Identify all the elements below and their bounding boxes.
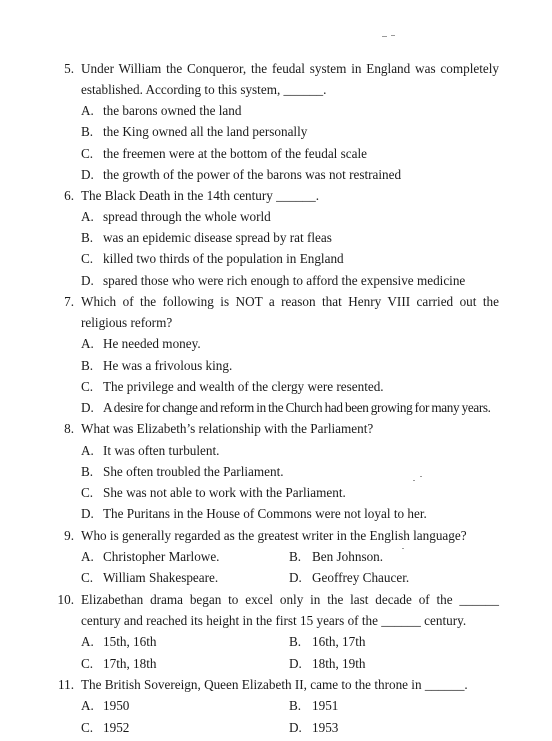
option-text: Geoffrey Chaucer. — [312, 570, 410, 585]
option-letter: C. — [81, 656, 94, 671]
option-text: 1950 — [103, 698, 130, 713]
option-letter: A. — [81, 549, 94, 564]
question-stem: Elizabethan drama began to excel only in the last decade of the ______ — [81, 592, 499, 607]
option-letter: C. — [81, 251, 94, 266]
option-letter: C. — [81, 570, 94, 585]
option-letter: C. — [81, 720, 94, 735]
option-letter: C. — [81, 379, 94, 394]
question-number: 9. — [64, 528, 74, 543]
option-letter: D. — [81, 506, 94, 521]
option-text: It was often turbulent. — [103, 443, 220, 458]
question-stem: The British Sovereign, Queen Elizabeth II, came to the throne in ______. — [81, 677, 468, 692]
option-letter: A. — [81, 634, 94, 649]
option-text: killed two thirds of the population in England — [103, 251, 344, 266]
option-letter: B. — [81, 464, 94, 479]
question-number: 10. — [57, 592, 74, 607]
option-letter: D. — [289, 656, 302, 671]
option-text: 1952 — [103, 720, 130, 735]
option-letter: D. — [81, 400, 94, 415]
option-text: 17th, 18th — [103, 656, 157, 671]
option-letter: A. — [81, 103, 94, 118]
question-number: 7. — [64, 294, 74, 309]
option-text: He was a frivolous king. — [103, 358, 233, 373]
question-stem: Who is generally regarded as the greatest writer in the English language? — [81, 528, 467, 543]
option-text: The Puritans in the House of Commons were not loyal to her. — [103, 506, 427, 521]
option-letter: A. — [81, 443, 94, 458]
option-letter: D. — [81, 273, 94, 288]
scan-speck — [391, 35, 395, 36]
option-text: spared those who were rich enough to afford the expensive medicine — [103, 273, 466, 288]
question-number: 5. — [64, 61, 74, 76]
option-text: Christopher Marlowe. — [103, 549, 220, 564]
option-text: 1953 — [312, 720, 339, 735]
option-text: She was not able to work with the Parliament. — [103, 485, 346, 500]
question-stem: Which of the following is NOT a reason that Henry VIII carried out the — [81, 294, 499, 309]
option-letter: D. — [81, 167, 94, 182]
option-letter: C. — [81, 485, 94, 500]
option-text: He needed money. — [103, 336, 201, 351]
option-text: the barons owned the land — [103, 103, 242, 118]
option-text: the growth of the power of the barons was not restrained — [103, 167, 402, 182]
option-letter: B. — [289, 549, 302, 564]
option-text: A desire for change and reform in the Church had been growing for many years. — [103, 400, 491, 415]
option-text: the King owned all the land personally — [103, 124, 308, 139]
option-letter: D. — [289, 570, 302, 585]
question-stem: Under William the Conqueror, the feudal system in England was completely — [81, 61, 499, 76]
question-stem: established. According to this system, ______. — [81, 82, 327, 97]
option-text: the freemen were at the bottom of the feudal scale — [103, 146, 367, 161]
option-letter: B. — [289, 698, 302, 713]
question-stem: century and reached its height in the first 15 years of the ______ century. — [81, 613, 467, 628]
scan-speck — [402, 548, 404, 549]
question-number: 6. — [64, 188, 74, 203]
option-text: William Shakespeare. — [103, 570, 219, 585]
option-letter: A. — [81, 698, 94, 713]
option-text: 18th, 19th — [312, 656, 366, 671]
option-letter: A. — [81, 209, 94, 224]
option-letter: B. — [289, 634, 302, 649]
option-text: 1951 — [312, 698, 339, 713]
question-stem: What was Elizabeth’s relationship with the Parliament? — [81, 421, 374, 436]
option-text: spread through the whole world — [103, 209, 271, 224]
option-text: 16th, 17th — [312, 634, 366, 649]
scan-speck — [420, 476, 422, 477]
option-text: was an epidemic disease spread by rat fleas — [103, 230, 332, 245]
question-number: 11. — [58, 677, 74, 692]
option-letter: C. — [81, 146, 94, 161]
option-letter: B. — [81, 124, 94, 139]
option-text: The privilege and wealth of the clergy were resented. — [103, 379, 384, 394]
option-text: She often troubled the Parliament. — [103, 464, 284, 479]
option-text: 15th, 16th — [103, 634, 157, 649]
option-text: Ben Johnson. — [312, 549, 384, 564]
option-letter: A. — [81, 336, 94, 351]
question-number: 8. — [64, 421, 74, 436]
option-letter: D. — [289, 720, 302, 735]
scan-speck — [413, 480, 415, 481]
option-letter: B. — [81, 358, 94, 373]
scan-speck — [382, 36, 387, 37]
option-letter: B. — [81, 230, 94, 245]
question-stem: The Black Death in the 14th century ______. — [81, 188, 320, 203]
question-stem: religious reform? — [81, 315, 173, 330]
